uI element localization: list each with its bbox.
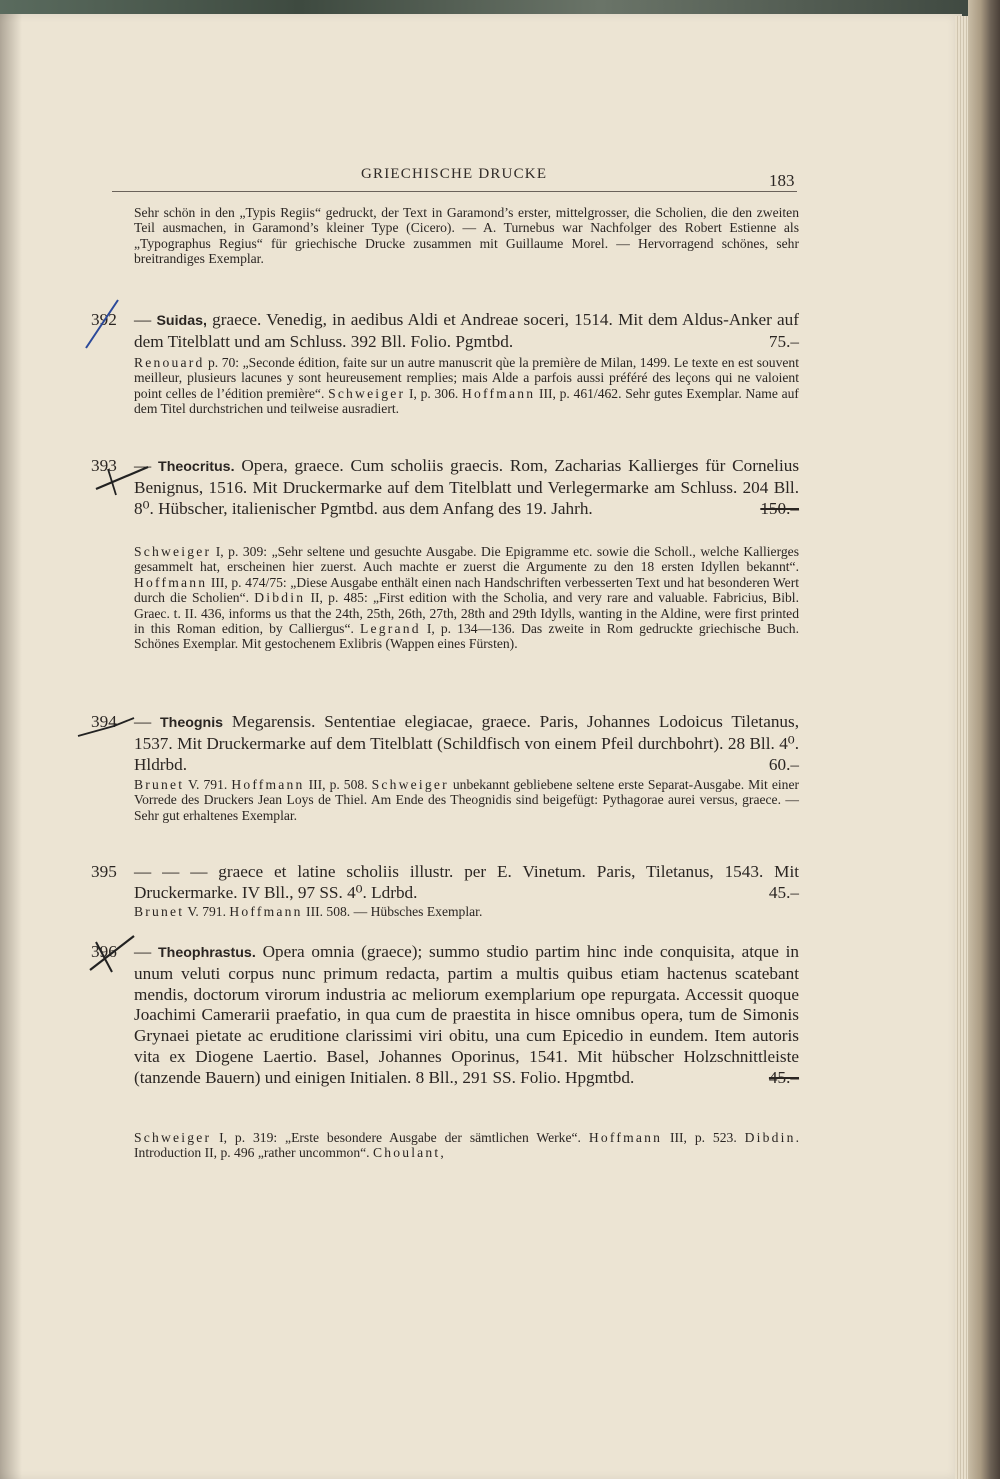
entry-title: — Theocritus. Opera, graece. Cum scholiis graecis. Rom, Zacharias Kallierges für Cornelius Benignus, 1516. Mit Druckermarke auf dem Titelblatt und Verlegermarke am Schluss. 204 Bll. 8⁰. Hübscher, italienischer Pgmtbd. aus dem Anfang des 19. Jahrh. 150.– (134, 456, 800, 518)
entry-price: 150.– (760, 498, 799, 518)
book-cover-right (968, 0, 1000, 1479)
entry-number: 392 (91, 310, 117, 329)
citation: Hoffmann (462, 385, 536, 401)
entry-number: 393 (91, 456, 117, 475)
intro-note: Sehr schön in den „Typis Regiis“ gedruckt, der Text in Garamond’s erster, mittelgrosser, die Scholien, die den zweiten Teil ausmachen, in Garamond’s kleiner Type (Cicero). — A. Turnebus war Nachfolger des Robert Estienne als „Typographus Regius“ für griechische Drucke zusammen mit Guillaume Morel. — Hervorragend schönes, sehr breitrandiges Exemplar. (134, 205, 799, 267)
pencil-cross-mark (84, 930, 144, 980)
citation: Hoffmann (229, 904, 303, 919)
entry-number: 395 (91, 862, 117, 881)
pencil-tick-mark (74, 712, 144, 742)
entry-description: graece et latine scholiis illustr. per E. Vinetum. Paris, Tiletanus, 1543. Mit Druckermarke. IV Bll., 97 SS. 4⁰. Ldrbd. (134, 862, 799, 902)
entry-author: Suidas, (156, 313, 207, 329)
citation: Renouard (134, 355, 205, 370)
entry-price: 45.– (768, 1067, 799, 1087)
citation: Schweiger (371, 777, 449, 792)
entry-note: Schweiger I, p. 319: „Erste besondere Ausgabe der sämtlichen Werke“. Hoffmann III, p. 523. Dibdin. Introduction II, p. 496 „rather uncommon“. Choulant, (134, 1130, 799, 1161)
citation: Brunet (134, 904, 185, 919)
entry-title: — Theophrastus. Opera omnia (graece); summo studio partim hinc inde conquisita, atque in unum veluti corpus nunc primum redacta, partim a multis quibus etiam hactenus scatebant mendis, doctorum virorum industria ac meliorum exemplarium ope repurgata. Accessit quoque Joachimi Camerarii praefatio, in qua cum de praestita in hisce omnibus opera, tum de Simonis Grynaei pietate ac eruditione clarissimi viri obitu, una cum Epicedio in eundem. Item autoris vita ex Diogene Laertio. Basel, Johannes Oporinus, 1541. Mit hübscher Holzschnittleiste (tanzende Bauern) und einigen Initialen. 8 Bll., 291 SS. Folio. Hpgmtbd. 45.– (134, 942, 800, 1087)
entry-author: — — — (134, 862, 208, 881)
entry-author: Theocritus. (158, 459, 235, 475)
citation: Hoffmann (134, 574, 208, 590)
page-number: 183 (769, 171, 795, 190)
header-rule (112, 191, 797, 192)
entry-price: 75.– (768, 331, 799, 351)
citation: Dibdin (254, 590, 306, 606)
pencil-cross-mark (86, 455, 156, 505)
entry-note: Schweiger I, p. 309: „Sehr seltene und gesuchte Ausgabe. Die Epigramme etc. sowie die Scholl., welche Kallierges gesammelt hat, erscheinen hier zuerst. Auch machte er zuerst die Argumente zu den 18 ersten Idyllen bekannt“. Hoffmann III, p. 474/75: „Diese Ausgabe enthält einen nach Handschriften verbesserten Text und hat besonderen Wert durch die Scholien“. Dibdin II, p. 485: „First edition with the Scholia, and very rare and valuable. Fabricius, Bibl. Graec. t. II. 436, informs us that the 24th, 25th, 26th, 27th, 28th and 29th Idylls, wanting in the Aldine, were first printed in this Roman edition, by Calliergus“. Legrand I, p. 134—136. Das zweite in Rom gedruckte griechische Buch. Schönes Exemplar. Mit gestochenem Exlibris (Wappen eines Fürsten). (134, 544, 799, 652)
entry-title (134, 862, 799, 904)
entry-number: 396 (91, 942, 117, 961)
entry-note: Brunet V. 791. Hoffmann III. 508. — Hübsches Exemplar. (134, 904, 483, 919)
citation: Choulant (372, 1145, 441, 1161)
entry-description: Opera, graece. Cum scholiis graecis. Rom, Zacharias Kallierges für Cornelius Benignus, 1516. Mit Druckermarke auf dem Titelblatt und Verlegermarke am Schluss. 204 Bll. 8⁰. Hübscher, italienischer Pgmtbd. aus dem Anfang des 19. Jahrh. (134, 456, 800, 518)
entry-note: Renouard p. 70: „Seconde édition, faite sur un autre manuscrit qùe la première de Milan, 1499. Le texte en est souvent meilleur, plusieurs lacunes y sont heureusement remplies; mais Alde a parfois aussi préféré des leçons qui ne valoient point celles de l’édition première“. Schweiger I, p. 306. Hoffmann III, p. 461/462. Sehr gutes Exemplar. Name auf dem Titel durchstrichen und teilweise ausradiert. (134, 355, 799, 417)
entry-number: 394 (91, 712, 117, 731)
citation: Hoffmann (588, 1130, 663, 1145)
citation: Schweiger (134, 544, 212, 559)
entry-author: Theognis (160, 715, 224, 731)
entry-title: — Suidas, graece. Venedig, in aedibus Aldi et Andreae soceri, 1514. Mit dem Aldus-Anker auf dem Titelblatt und am Schluss. 392 Bll. Folio. Pgmtbd. 75.– (134, 310, 800, 351)
entry-description: Megarensis. Sententiae elegiacae, graece. Paris, Johannes Lodoicus Tiletanus, 1537. Mit Druckermarke auf dem Titelblatt (Schildfisch von einem Pfeil durchbohrt). 28 Bll. 4⁰. Hldrbd. (134, 712, 799, 774)
entry-description: graece. Venedig, in aedibus Aldi et Andreae soceri, 1514. Mit dem Aldus-Anker auf dem Titelblatt und am Schluss. 392 Bll. Folio. Pgmtbd. (134, 310, 800, 351)
citation: Schweiger (134, 1130, 212, 1145)
entry-price: 45.– (768, 882, 799, 902)
entry-note: Brunet V. 791. Hoffmann III, p. 508. Schweiger unbekannt gebliebene seltene erste Separat-Ausgabe. Mit einer Vorrede des Druckers Jean Loys de Thiel. Am Ende des Theognidis sind beigefügt: Pythagorae aurei versus, graece. — Sehr gut erhaltenes Exemplar. (134, 777, 800, 823)
gutter-shadow (0, 14, 22, 1479)
entry-author: Theophrastus. (158, 945, 256, 961)
pen-check-mark (80, 296, 130, 356)
citation: Hoffmann (231, 777, 305, 792)
citation: Brunet (134, 777, 185, 792)
citation: Schweiger (328, 385, 406, 401)
running-header: GRIECHISCHE DRUCKE (361, 166, 548, 182)
entry-price: 60.– (768, 754, 799, 774)
citation: Legrand (360, 621, 421, 637)
citation: Dibdin (744, 1130, 796, 1145)
entry-description: Opera omnia (graece); summo studio partim hinc inde conquisita, atque in unum veluti corpus nunc primum redacta, partim a multis quibus etiam hactenus scatebant mendis, doctorum virorum industria ac meliorum exemplarium ope repurgata. Accessit quoque Joachimi Camerarii praefatio, in qua cum de praestita in hisce omnibus opera, tum de Simonis Grynaei pietate ac eruditione clarissimi viri obitu, una cum Epicedio in eundem. Item autoris vita ex Diogene Laertio. Basel, Johannes Oporinus, 1541. Mit hübscher Holzschnittleiste (tanzende Bauern) und einigen Initialen. 8 Bll., 291 SS. Folio. Hpgmtbd. (134, 942, 800, 1087)
entry-title: — Theognis Megarensis. Sententiae elegiacae, graece. Paris, Johannes Lodoicus Tiletanus, 1537. Mit Druckermarke auf dem Titelblatt (Schildfisch von einem Pfeil durchbohrt). 28 Bll. 4⁰. Hldrbd. 60.– (134, 712, 799, 774)
